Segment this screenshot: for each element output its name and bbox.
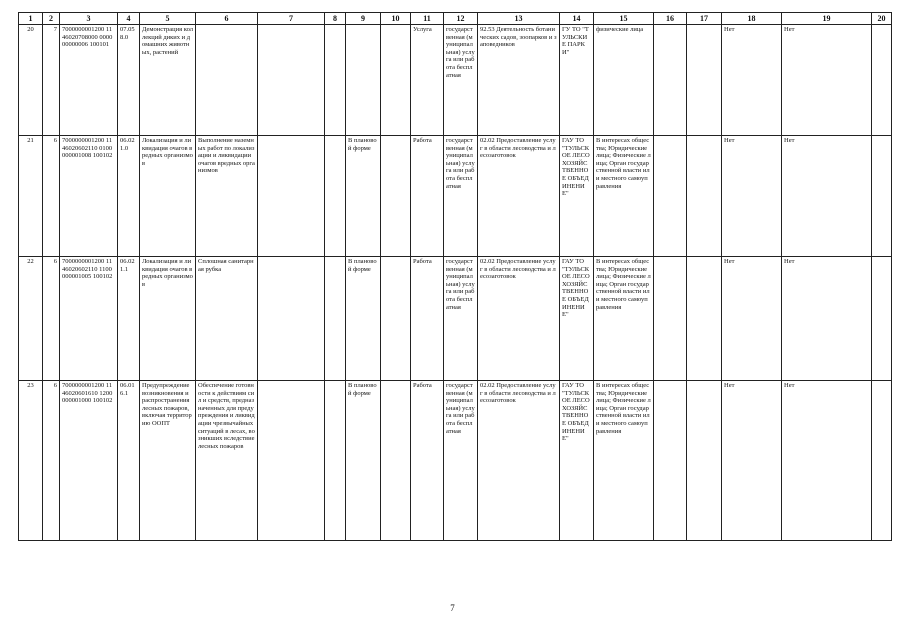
table-cell	[381, 136, 411, 257]
flag-cell: Нет	[782, 381, 872, 541]
work-content-cell	[196, 25, 258, 136]
table-row	[19, 257, 892, 381]
okved-cell: 02.02 Предоставление услуг в области лесоводства и лесозаготовок	[478, 257, 560, 381]
form-cell: В плановой форме	[346, 136, 381, 257]
payment-cell: государственная (муниципальная) услуга или работа бесплатная	[444, 381, 478, 541]
service-name-cell: Локализация и ликвидация очагов вредных организмов	[140, 257, 196, 381]
table-cell	[654, 136, 687, 257]
col-header: 2	[43, 13, 60, 25]
registry-code-cell: 7000000001200 1146020602110 1100000001005 100102	[60, 257, 118, 381]
col-header: 4	[118, 13, 140, 25]
section-cell: 6	[43, 136, 60, 257]
okved-cell: 02.02 Предоставление услуг в области лесоводства и лесозаготовок	[478, 136, 560, 257]
payment-cell: государственная (муниципальная) услуга или работа бесплатная	[444, 136, 478, 257]
institution-cell: ГАУ ТО "ТУЛЬСКОЕ ЛЕСОХОЗЯЙСТВЕННОЕ ОБЪЕДИНЕНИЕ"	[560, 136, 594, 257]
service-name-cell: Локализация и ликвидация очагов вредных организмов	[140, 136, 196, 257]
table-cell	[872, 25, 892, 136]
table-row	[19, 136, 892, 257]
col-header: 7	[258, 13, 325, 25]
table-cell	[654, 25, 687, 136]
col-header: 15	[594, 13, 654, 25]
flag-cell: Нет	[722, 257, 782, 381]
section-cell: 6	[43, 381, 60, 541]
table-cell	[381, 25, 411, 136]
service-name-cell: Демонстрация коллекций диких и домашних животных, растений	[140, 25, 196, 136]
col-header: 6	[196, 13, 258, 25]
col-header: 16	[654, 13, 687, 25]
type-cell: Работа	[411, 381, 444, 541]
table-cell	[258, 136, 325, 257]
col-header: 10	[381, 13, 411, 25]
payment-cell: государственная (муниципальная) услуга или работа бесплатная	[444, 257, 478, 381]
registry-code-cell: 7000000001200 1146020708000 000000000006 100101	[60, 25, 118, 136]
table-cell	[687, 381, 722, 541]
service-code-cell: 06.021.0	[118, 136, 140, 257]
work-content-cell: Обеспечение готовности к действиям сил и средств, предназначенных для предупреждения и ликвидации чрезвычайных ситуаций в лесах, возникших вследствие лесных пожаров	[196, 381, 258, 541]
consumers-cell: В интересах общества; Юридические лица; Физические лица; Орган государственной власти или местного самоуправления	[594, 136, 654, 257]
col-header: 13	[478, 13, 560, 25]
section-cell: 7	[43, 25, 60, 136]
institution-cell: ГАУ ТО "ТУЛЬСКОЕ ЛЕСОХОЗЯЙСТВЕННОЕ ОБЪЕДИНЕНИЕ"	[560, 381, 594, 541]
table-cell	[258, 381, 325, 541]
col-header: 1	[19, 13, 43, 25]
consumers-cell: физические лица	[594, 25, 654, 136]
column-number-header-row	[19, 13, 892, 25]
type-cell: Услуга	[411, 25, 444, 136]
row-number-cell: 23	[19, 381, 43, 541]
table-cell	[325, 25, 346, 136]
table-cell	[687, 136, 722, 257]
table-cell	[381, 257, 411, 381]
okved-cell: 02.02 Предоставление услуг в области лесоводства и лесозаготовок	[478, 381, 560, 541]
form-cell	[346, 25, 381, 136]
registry-table	[18, 12, 892, 541]
table-cell	[654, 257, 687, 381]
col-header: 18	[722, 13, 782, 25]
table-cell	[687, 257, 722, 381]
institution-cell: ГАУ ТО "ТУЛЬСКОЕ ЛЕСОХОЗЯЙСТВЕННОЕ ОБЪЕДИНЕНИЕ"	[560, 257, 594, 381]
flag-cell: Нет	[782, 136, 872, 257]
type-cell: Работа	[411, 257, 444, 381]
col-header: 3	[60, 13, 118, 25]
col-header: 8	[325, 13, 346, 25]
table-cell	[872, 381, 892, 541]
service-code-cell: 06.021.1	[118, 257, 140, 381]
consumers-cell: В интересах общества; Юридические лица; Физические лица; Орган государственной власти или местного самоуправления	[594, 257, 654, 381]
page-number: 7	[450, 603, 455, 613]
col-header: 9	[346, 13, 381, 25]
table-cell	[381, 381, 411, 541]
work-content-cell: Сплошная санитарная рубка	[196, 257, 258, 381]
work-content-cell: Выполнение наземных работ по локализации и ликвидации очагов вредных организмов	[196, 136, 258, 257]
registry-code-cell: 7000000001200 1146020602110 0100000001008 100102	[60, 136, 118, 257]
table-cell	[872, 257, 892, 381]
table-cell	[325, 381, 346, 541]
flag-cell: Нет	[722, 381, 782, 541]
col-header: 19	[782, 13, 872, 25]
col-header: 5	[140, 13, 196, 25]
institution-cell: ГУ ТО "ТУЛЬСКИЕ ПАРКИ"	[560, 25, 594, 136]
service-name-cell: Предупреждение возникновения и распространения лесных пожаров, включая территорию ООПТ	[140, 381, 196, 541]
row-number-cell: 20	[19, 25, 43, 136]
col-header: 11	[411, 13, 444, 25]
col-header: 20	[872, 13, 892, 25]
table-cell	[325, 136, 346, 257]
table-cell	[258, 25, 325, 136]
service-code-cell: 06.016.1	[118, 381, 140, 541]
flag-cell: Нет	[782, 257, 872, 381]
payment-cell: государственная (муниципальная) услуга или работа бесплатная	[444, 25, 478, 136]
col-header: 17	[687, 13, 722, 25]
table-cell	[258, 257, 325, 381]
row-number-cell: 21	[19, 136, 43, 257]
col-header: 14	[560, 13, 594, 25]
col-header: 12	[444, 13, 478, 25]
table-cell	[872, 136, 892, 257]
section-cell: 6	[43, 257, 60, 381]
form-cell: В плановой форме	[346, 257, 381, 381]
table-cell	[654, 381, 687, 541]
table-row	[19, 25, 892, 136]
table-cell	[687, 25, 722, 136]
table-row	[19, 381, 892, 541]
flag-cell: Нет	[722, 25, 782, 136]
table-cell	[325, 257, 346, 381]
okved-cell: 92.53 Деятельность ботанических садов, зоопарков и заповедников	[478, 25, 560, 136]
service-code-cell: 07.058.0	[118, 25, 140, 136]
consumers-cell: В интересах общества; Юридические лица; Физические лица; Орган государственной власти или местного самоуправления	[594, 381, 654, 541]
flag-cell: Нет	[722, 136, 782, 257]
form-cell: В плановой форме	[346, 381, 381, 541]
flag-cell: Нет	[782, 25, 872, 136]
row-number-cell: 22	[19, 257, 43, 381]
registry-code-cell: 7000000001200 1146020601610 1200000001000 100102	[60, 381, 118, 541]
type-cell: Работа	[411, 136, 444, 257]
